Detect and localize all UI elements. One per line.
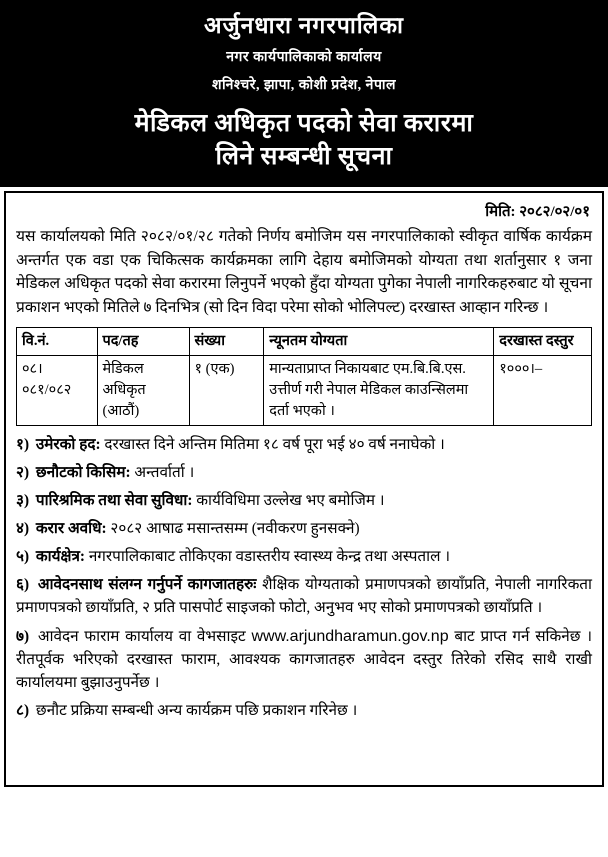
- column-header-application-fee: दरखास्त दस्तुर: [494, 328, 592, 356]
- list-item: [16, 574, 592, 620]
- column-header-post-level: पद/तह: [97, 328, 189, 356]
- list-item: [16, 700, 592, 723]
- condition-label: आवेदनसाथ संलग्न गर्नुपर्ने कागजातहरुः: [37, 575, 257, 593]
- condition-number: ५): [16, 548, 30, 566]
- organization-name: अर्जुनधारा नगरपालिका: [204, 13, 404, 38]
- list-item: [16, 462, 592, 485]
- cell-number: १ (एक): [189, 356, 264, 426]
- cell-minimum-qualification: मान्यताप्राप्त निकायबाट एम.बि.बि.एस. उत्तीर्ण गरी नेपाल मेडिकल काउन्सिलमा दर्ता भएको ।: [264, 356, 494, 426]
- condition-text: कार्यविधिमा उल्लेख भए बमोजिम ।: [196, 492, 385, 510]
- notice-title-line-2: लिने सम्बन्धी सूचना: [215, 142, 393, 170]
- column-header-vacancy-number: वि.नं.: [17, 328, 98, 356]
- cell-post-level: मेडिकल अधिकृत (आठौं): [97, 356, 189, 426]
- condition-label: पारिश्रमिक तथा सेवा सुविधा:: [35, 492, 193, 510]
- condition-number: ७): [16, 627, 30, 645]
- condition-number: १): [16, 436, 30, 454]
- condition-text: अन्तर्वार्ता ।: [134, 464, 195, 482]
- column-header-number: संख्या: [189, 328, 264, 356]
- cell-vacancy-number: ०८।०८१/०८२: [17, 356, 98, 426]
- condition-number: ६): [16, 575, 30, 593]
- condition-label: करार अवधि:: [35, 520, 107, 538]
- condition-label: कार्यक्षेत्र:: [35, 548, 85, 566]
- condition-number: २): [16, 464, 30, 482]
- table-header-row: [17, 328, 592, 356]
- office-address: शनिश्चरे, झापा, कोशी प्रदेश, नेपाल: [211, 78, 397, 94]
- condition-text: छनौट प्रक्रिया सम्बन्धी अन्य कार्यक्रम पछि प्रकाशन गरिनेछ ।: [35, 701, 358, 719]
- condition-text: दरखास्त दिने अन्तिम मितिमा १८ वर्ष पूरा भई ४० वर्ष ननाघेको ।: [104, 436, 445, 454]
- list-item: [16, 625, 592, 695]
- cell-application-fee: १०००।–: [494, 356, 592, 426]
- list-item: [16, 434, 592, 457]
- table-row: [17, 356, 592, 426]
- condition-text-before-link: आवेदन फाराम कार्यालय वा वेभसाइट: [37, 627, 246, 645]
- page-title: [10, 108, 598, 173]
- website-link[interactable]: www.arjundharamun.gov.np: [251, 627, 449, 645]
- condition-label: उमेरको हद:: [35, 436, 101, 454]
- condition-number: ४): [16, 520, 30, 538]
- list-item: [16, 490, 592, 513]
- condition-text: शैक्षिक योग्यताको प्रमाणपत्रको छायाँप्रति, नेपाली नागरिकता प्रमाणपत्रको छायाँप्रति, २ प्रति पासपोर्ट साइजको फोटो, अनुभव भए सोको प्रमाणपत्रको छायाँप्रति ।: [16, 575, 592, 616]
- list-item: [16, 518, 592, 541]
- condition-text-after-link: बाट प्राप्त गर्न सकिनेछ । रीतपूर्वक भरिएको दरखास्त फाराम, आवश्यक कागजातहरु आवेदन दस्तुर तिरेको रसिद साथै राखी कार्यालयमा बुझाउनुपर्नेछ ।: [16, 627, 592, 691]
- condition-text: २०८२ आषाढ मसान्तसम्म (नवीकरण हुनसक्ने): [110, 520, 360, 538]
- notice-date: मिति: २०८२/०२/०१: [485, 204, 590, 221]
- list-item: [16, 546, 592, 569]
- condition-number: ३): [16, 492, 30, 510]
- header-banner: [0, 0, 608, 187]
- column-header-minimum-qualification: न्यूनतम योग्यता: [264, 328, 494, 356]
- condition-number: ८): [16, 701, 30, 719]
- office-name: नगर कार्यपालिकाको कार्यालय: [226, 50, 382, 66]
- notice-title-line-1: मेडिकल अधिकृत पदको सेवा करारमा: [134, 110, 474, 138]
- condition-label: छनौटको किसिम:: [35, 464, 131, 482]
- notice-body: [4, 191, 604, 787]
- vacancy-table: [16, 327, 592, 426]
- conditions-list: [16, 434, 592, 722]
- notice-intro-paragraph: यस कार्यालयको मिति २०८२/०१/२८ गतेको निर्णय बमोजिम यस नगरपालिकाको स्वीकृत वार्षिक कार्यक्रम अन्तर्गत एक वडा एक चिकित्सक कार्यक्रमका लागि देहाय बमोजिमको योग्यता तथा शर्तानुसार १ जना मेडिकल अधिकृत पदको सेवा करारमा लिनुपर्ने भएको हुँदा योग्यता पुगेका नेपाली नागरिकहरुबाट यो सूचना प्रकाशन भएको मितिले ७ दिनभित्र (सो दिन विदा परेमा सोको भोलिपल्ट) दरखास्त आव्हान गरिन्छ ।: [16, 228, 592, 316]
- condition-text: नगरपालिकाबाट तोकिएका वडास्तरीय स्वास्थ्य केन्द्र तथा अस्पताल ।: [88, 548, 451, 566]
